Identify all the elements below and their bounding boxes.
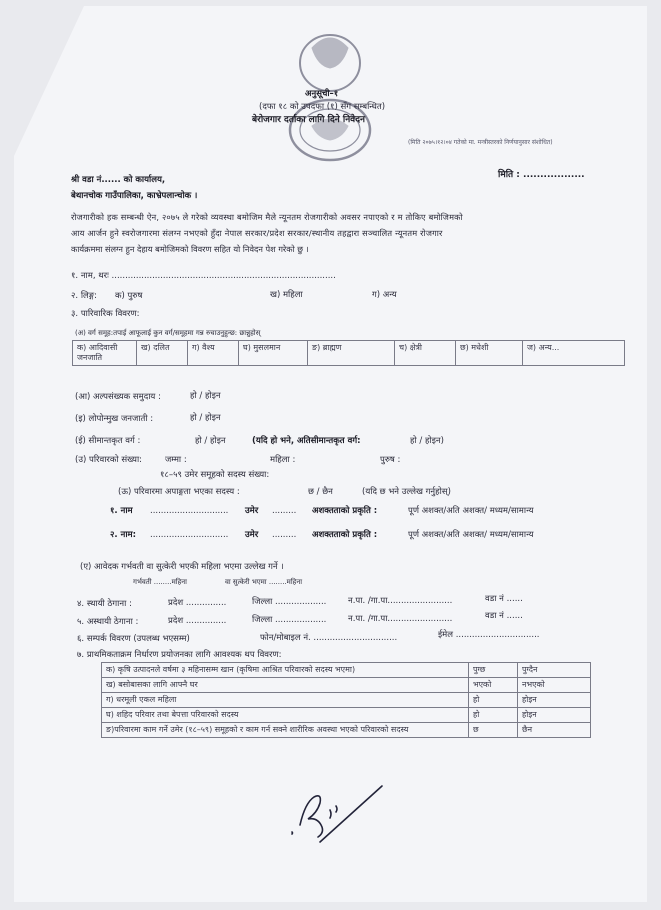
temporary-address-label: ५. अस्थायी ठेगाना : [77, 617, 139, 627]
annex-number: अनुसूची–१ [305, 89, 339, 99]
permanent-province: प्रदेश ............... [168, 598, 227, 608]
endangered-answer: हो / होइन [190, 413, 221, 423]
disabled-members-note: (यदि छ भने उल्लेख गर्नुहोस्) [362, 487, 451, 497]
amendment-note: (मिति २०७५।१२।०४ गतेको मा. मन्त्रीस्तरको निर्णयानुसार संशोधित) [408, 139, 553, 146]
permanent-municipality: न.पा. /गा.पा........................ [348, 596, 453, 606]
intro-line-2: आय आर्जन हुने स्वरोजगारमा संलग्न नभएको हुँदा नेपाल सरकार/प्रदेश सरकार/स्थानीय तहद्वारा सञ्चालित न्यूनतम रोजगार [71, 228, 443, 238]
gender-option-male: क) पुरुष [115, 291, 143, 301]
date-field: मिति : .................. [498, 170, 585, 180]
extremely-marginalized-answer: हो / होइन) [410, 436, 444, 446]
gender-option-female: ख) महिला [270, 290, 303, 300]
caste-option: ङ) ब्राह्मण [308, 341, 395, 366]
caste-option: ज) अन्य... [523, 341, 625, 366]
addressee-line-1: श्री वडा नं...... को कार्यालय, [71, 175, 166, 185]
family-female: महिला : [270, 455, 296, 465]
disabled-members-label: (ऊ) परिवारमा अपाङ्गता भएका सदस्य : [118, 487, 240, 497]
caste-options-table [72, 340, 625, 366]
family-size-label: (उ) परिवारको संख्या: [75, 455, 143, 465]
permanent-address-label: ४. स्थायी ठेगाना : [77, 599, 132, 609]
temporary-municipality: न.पा. /गा.पा........................ [348, 614, 453, 624]
caste-option: क) आदिवासी जनजाति [73, 341, 137, 366]
gender-option-other: ग) अन्य [372, 290, 397, 300]
caste-option: घ) मुसलमान [239, 341, 308, 366]
addressee-line-2: बेथानचोक गाउँपालिका, काभ्रेपलान्चोक । [71, 191, 198, 201]
priority-table [101, 662, 591, 738]
intro-line-1: रोजगारीको हक सम्बन्धी ऐन, २०७५ ले गरेको व्यवस्था बमोजिम मैले न्यूनतम रोजगारीको अवसर नपाएको र म तोकिए बमोजिमको [71, 212, 463, 222]
temporary-ward: वडा नं ...... [485, 611, 523, 621]
priority-row: ङ)परिवारमा काम गर्ने उमेर (१८–५९) समूहको र काम गर्न सक्ने शारीरिक अवस्था भएको परिवारको सदस्य छ छैन [102, 723, 591, 738]
priority-row: क) कृषि उत्पादनले वर्षमा ३ महिनासम्म खान (कृषिमा आश्रित परिवारको सदस्य भएमा) पुग्छ पुग्दैन [102, 663, 591, 678]
family-male: पुरुष : [380, 455, 401, 465]
marginalized-label: (ई) सीमान्तकृत वर्ग : [75, 436, 141, 446]
priority-row: घ) शहिद परिवार तथा बेपत्ता परिवारको सदस्य हो होइन [102, 708, 591, 723]
family-total: जम्मा : [165, 455, 187, 465]
caste-group-label: (अ) वर्ग समूह:तपाई आफूलाई कुन वर्ग/समूहमा गन्न रुचाउनुहुन्छ: छान्नुहोस् [75, 329, 261, 337]
caste-option: ग) वैश्य [188, 341, 239, 366]
pregnancy-months: गर्भवती ........महिना [133, 578, 187, 586]
minority-label: (आ) अल्पसंख्यक समुदाय : [75, 392, 161, 402]
email-field: ईमेल ............................... [438, 630, 540, 640]
temporary-district: जिल्ला ................... [252, 615, 327, 625]
caste-option: ख) दलित [137, 341, 188, 366]
working-age-count: १८–५९ उमेर समूहको सदस्य संख्या: [160, 470, 270, 480]
priority-row: ख) बसोबासका लागि आफ्नै घर भएको नभएको [102, 678, 591, 693]
family-details-label: ३. पारिवारिक विवरण: [71, 309, 140, 319]
name-field: १. नाम, थरः ................................................................................... [71, 271, 336, 281]
temporary-province: प्रदेश ............... [168, 616, 227, 626]
caste-option: छ) मधेशी [456, 341, 523, 366]
pregnancy-label: (ए) आवेदक गर्भवती वा सुत्केरी भएकी महिला भएमा उल्लेख गर्ने । [80, 562, 284, 572]
permanent-district: जिल्ला ................... [252, 597, 327, 607]
minority-answer: हो / होइन [190, 391, 221, 401]
applicant-signature [290, 780, 400, 850]
contact-label: ६. सम्पर्क विवरण (उपलब्ध भएसम्म) [77, 634, 190, 644]
section-reference: (दफा १८ को उपदफा (१) सँग सम्बन्धित) [259, 102, 386, 112]
scanned-document: अनुसूची–१ (दफा १८ को उपदफा (१) सँग सम्बन्धित) बेरोजगार दर्ताका लागि दिने निवेदन (मिति २०७५।१२।०४ गतेको मा. मन्त्रीस्तरको निर्णयानुसार संशोधित) मिति : .................. श्री वडा नं...... को कार्यालय, बेथानचोक गाउँपालिका, काभ्रेपलान्चोक । रोजगारीको हक सम्बन्धी ऐन, २०७५ ले गरेको व्यवस्था बमोजिम मैले न्यूनतम रोजगारीको अवसर नपाएको र म तोकिए बमोजिमको आय आर्जन हुने स्वरोजगारमा संलग्न नभएको हुँदा नेपाल सरकार/प्रदेश सरकार/स्थानीय तहद्वारा सञ्चालित न्यूनतम रोजगार कार्यक्रममा संलग्न हुन देहाय बमोजिमको विवरण सहित यो निवेदन पेश गरेको छु । १. नाम, थरः ................................................................................... २. लिङ्ग: क) पुरुष ख) महिला ग) अन्य ३. पारिवारिक विवरण: (अ) वर्ग समूह:तपाई आफूलाई कुन वर्ग/समूहमा गन्न रुचाउनुहुन्छ: छान्नुहोस् क) आदिवासी जनजाति ख) दलित ग) वैश्य घ) मुसलमान ङ) ब्राह्मण च) क्षेत्री छ) मधेशी ज) अन्य... (आ) अल्पसंख्यक समुदाय : हो / होइन (इ) लोपोन्मुख जनजाती : हो / होइन (ई) सीमान्तकृत वर्ग : हो / होइन (यदि हो भने, अतिसीमान्तकृत वर्ग: हो / होइन) (उ) परिवारको संख्या: जम्मा : महिला : पुरुष : १८–५९ उमेर समूहको सदस्य संख्या: (ऊ) परिवारमा अपाङ्गता भएका सदस्य : छ / छैन (यदि छ भने उल्लेख गर्नुहोस्) १. नाम ............................. उमेर ......... अशक्तताको प्रकृति : पूर्ण अशक्त/अति अशक्त/ मध्यम/सामान्य २. नाम: ............................. उमेर ......... अशक्तताको प्रकृति : पूर्ण अशक्त/अति अशक्त/ मध्यम/सामान्य (ए) आवेदक गर्भवती वा सुत्केरी भएकी महिला भएमा उल्लेख गर्ने । गर्भवती ........महिना वा सुत्केरी भएमा ........महिना ४. स्थायी ठेगाना : प्रदेश ............... जिल्ला ................... न.पा. /गा.पा........................ वडा नं ...... ५. अस्थायी ठेगाना : प्रदेश ............... जिल्ला ................... न.पा. /गा.पा........................ वडा नं ...... ६. सम्पर्क विवरण (उपलब्ध भएसम्म) फोन/मोबाइल नं. ............................... ईमेल ............................... ७. प्राथमिकताक्रम निर्धारण प्रयोजनका लागि आवश्यक थप विवरण: क) कृषि उत्पादनले वर्षमा ३ महिनासम्म खान (कृषिमा आश्रित परिवारको सदस्य भएमा) पुग्छ पुग्दैन ख) बसोबासका लागि आफ्नै घर भएको नभएको ग) धरमूली एकल महिला हो होइन घ) शहिद परिवार तथा बेपत्ता परिवारको सदस्य हो होइन ङ)परिवारमा काम गर्ने उमेर (१८–५९) समूहको र काम गर्न सक्ने शारीरिक अवस्था भएको परिवारको सदस्य छ छैन [0, 0, 661, 910]
permanent-ward: वडा नं ...... [485, 594, 523, 604]
disabled-members-answer: छ / छैन [308, 487, 333, 497]
form-title: बेरोजगार दर्ताका लागि दिने निवेदन [252, 115, 365, 125]
intro-line-3: कार्यक्रममा संलग्न हुन देहाय बमोजिमको विवरण सहित यो निवेदन पेश गरेको छु । [71, 244, 309, 254]
extremely-marginalized-note: (यदि हो भने, अतिसीमान्तकृत वर्ग: [252, 436, 361, 446]
priority-details-label: ७. प्राथमिकताक्रम निर्धारण प्रयोजनका लागि आवश्यक थप विवरण: [77, 650, 282, 660]
endangered-label: (इ) लोपोन्मुख जनजाती : [75, 414, 154, 424]
postpartum-months: वा सुत्केरी भएमा ........महिना [225, 578, 303, 586]
caste-option: च) क्षेत्री [395, 341, 456, 366]
marginalized-answer: हो / होइन [195, 436, 226, 446]
gender-label: २. लिङ्ग: [71, 291, 98, 301]
phone-field: फोन/मोबाइल नं. ............................... [260, 633, 398, 643]
priority-row: ग) धरमूली एकल महिला हो होइन [102, 693, 591, 708]
